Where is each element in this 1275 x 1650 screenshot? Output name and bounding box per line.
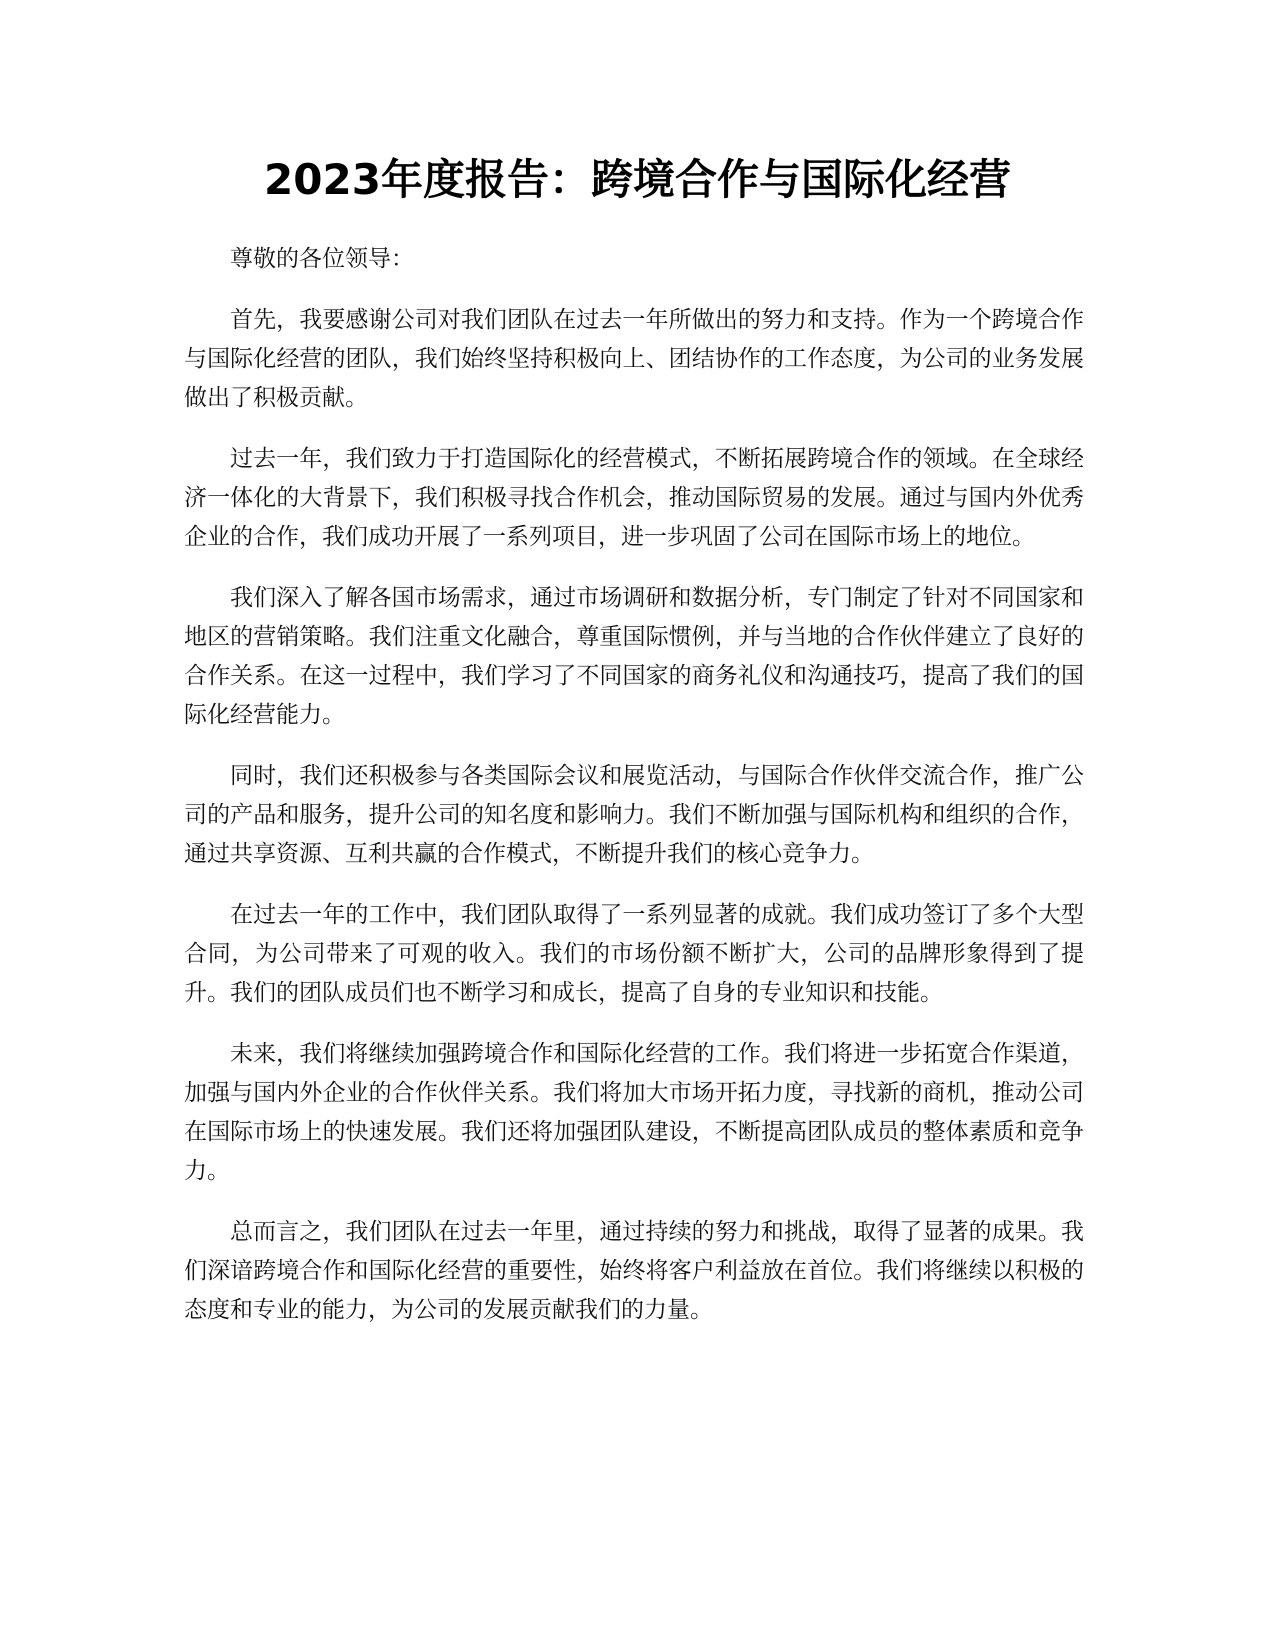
paragraph-3: 我们深入了解各国市场需求，通过市场调研和数据分析，专门制定了针对不同国家和地区的营销策略。我们注重文化融合，尊重国际惯例，并与当地的合作伙伴建立了良好的合作关系。在这一过程中，我们学习了不同国家的商务礼仪和沟通技巧，提高了我们的国际化经营能力。 — [184, 585, 1084, 728]
paragraph-7: 总而言之，我们团队在过去一年里，通过持续的努力和挑战，取得了显著的成果。我们深谙跨境合作和国际化经营的重要性，始终将客户利益放在首位。我们将继续以积极的态度和专业的能力，为公司的发展贡献我们的力量。 — [184, 1219, 1084, 1323]
document-body — [184, 240, 1084, 1352]
paragraph-5: 在过去一年的工作中，我们团队取得了一系列显著的成就。我们成功签订了多个大型合同，为公司带来了可观的收入。我们的市场份额不断扩大，公司的品牌形象得到了提升。我们的团队成员们也不断学习和成长，提高了自身的专业知识和技能。 — [184, 902, 1084, 1006]
paragraph-4: 同时，我们还积极参与各类国际会议和展览活动，与国际合作伙伴交流合作，推广公司的产品和服务，提升公司的知名度和影响力。我们不断加强与国际机构和组织的合作，通过共享资源、互利共赢的合作模式，不断提升我们的核心竞争力。 — [184, 763, 1084, 867]
salutation: 尊敬的各位领导： — [230, 246, 414, 272]
paragraph-1: 首先，我要感谢公司对我们团队在过去一年所做出的努力和支持。作为一个跨境合作与国际化经营的团队，我们始终坚持积极向上、团结协作的工作态度，为公司的业务发展做出了积极贡献。 — [184, 307, 1084, 411]
paragraph-6: 未来，我们将继续加强跨境合作和国际化经营的工作。我们将进一步拓宽合作渠道，加强与国内外企业的合作伙伴关系。我们将加大市场开拓力度，寻找新的商机，推动公司在国际市场上的快速发展。我们还将加强团队建设，不断提高团队成员的整体素质和竞争力。 — [184, 1041, 1084, 1184]
paragraph-2: 过去一年，我们致力于打造国际化的经营模式，不断拓展跨境合作的领域。在全球经济一体化的大背景下，我们积极寻找合作机会，推动国际贸易的发展。通过与国内外优秀企业的合作，我们成功开展了一系列项目，进一步巩固了公司在国际市场上的地位。 — [184, 446, 1084, 550]
document-title: 2023年度报告：跨境合作与国际化经营 — [264, 155, 1011, 204]
